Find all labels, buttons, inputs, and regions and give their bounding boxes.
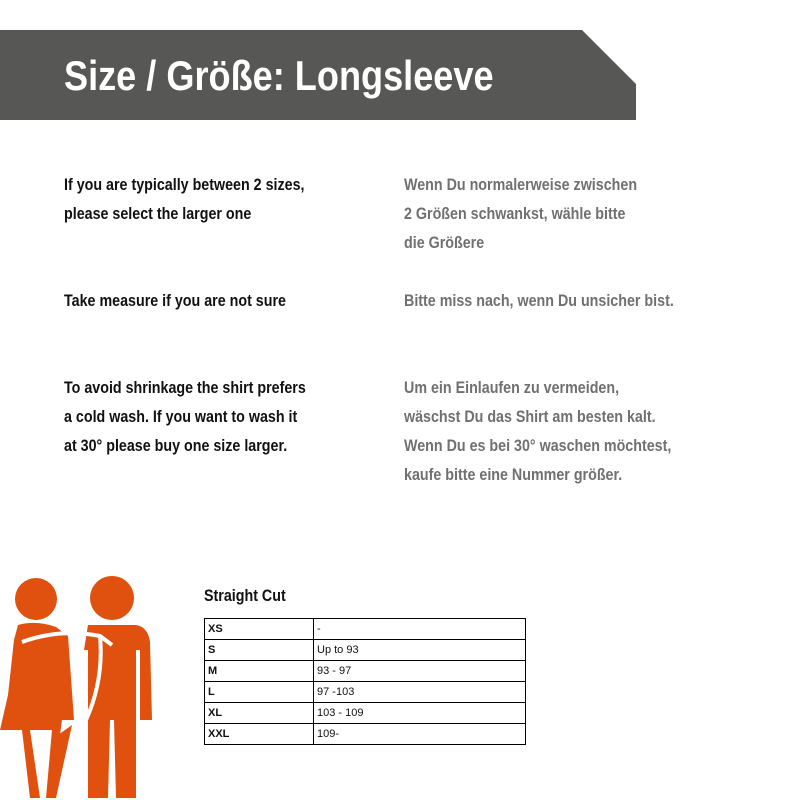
size-cell: XS bbox=[205, 619, 314, 640]
note-line: To avoid shrinkage the shirt prefers bbox=[64, 378, 306, 397]
measure-cell: 103 - 109 bbox=[314, 703, 526, 724]
size-cell: L bbox=[205, 682, 314, 703]
table-row bbox=[205, 619, 526, 640]
table-row bbox=[205, 661, 526, 682]
table-row bbox=[205, 703, 526, 724]
note-line: Wenn Du es bei 30° waschen möchtest, bbox=[404, 436, 672, 455]
measure-cell: 93 - 97 bbox=[314, 661, 526, 682]
measure-cell: 97 -103 bbox=[314, 682, 526, 703]
note-line: die Größere bbox=[404, 233, 485, 252]
table-title: Straight Cut bbox=[204, 586, 286, 605]
table-row bbox=[205, 682, 526, 703]
size-table bbox=[204, 618, 526, 745]
note-line: If you are typically between 2 sizes, bbox=[64, 175, 305, 194]
measure-cell: - bbox=[314, 619, 526, 640]
note-1-german bbox=[404, 170, 637, 257]
note-line: kaufe bitte eine Nummer größer. bbox=[404, 465, 623, 484]
note-line: Um ein Einlaufen zu vermeiden, bbox=[404, 378, 620, 397]
table-row bbox=[205, 724, 526, 745]
note-3-german bbox=[404, 373, 671, 489]
note-line: please select the larger one bbox=[64, 204, 252, 223]
size-cell: XXL bbox=[205, 724, 314, 745]
note-line: wäschst Du das Shirt am besten kalt. bbox=[404, 407, 656, 426]
page-title: Size / Größe: Longsleeve bbox=[64, 52, 494, 99]
note-line: a cold wash. If you want to wash it bbox=[64, 407, 298, 426]
size-cell: M bbox=[205, 661, 314, 682]
note-line: 2 Größen schwankst, wähle bitte bbox=[404, 204, 626, 223]
measure-cell: 109- bbox=[314, 724, 526, 745]
note-2-german bbox=[404, 286, 674, 315]
note-line: at 30° please buy one size larger. bbox=[64, 436, 288, 455]
note-line: Take measure if you are not sure bbox=[64, 291, 286, 310]
table-row bbox=[205, 640, 526, 661]
note-1-english bbox=[64, 170, 304, 228]
note-2-english bbox=[64, 286, 286, 315]
size-cell: S bbox=[205, 640, 314, 661]
note-line: Bitte miss nach, wenn Du unsicher bist. bbox=[404, 291, 674, 310]
measure-cell: Up to 93 bbox=[314, 640, 526, 661]
note-line: Wenn Du normalerweise zwischen bbox=[404, 175, 638, 194]
note-3-english bbox=[64, 373, 306, 460]
couple-embrace-icon bbox=[0, 570, 160, 800]
size-cell: XL bbox=[205, 703, 314, 724]
